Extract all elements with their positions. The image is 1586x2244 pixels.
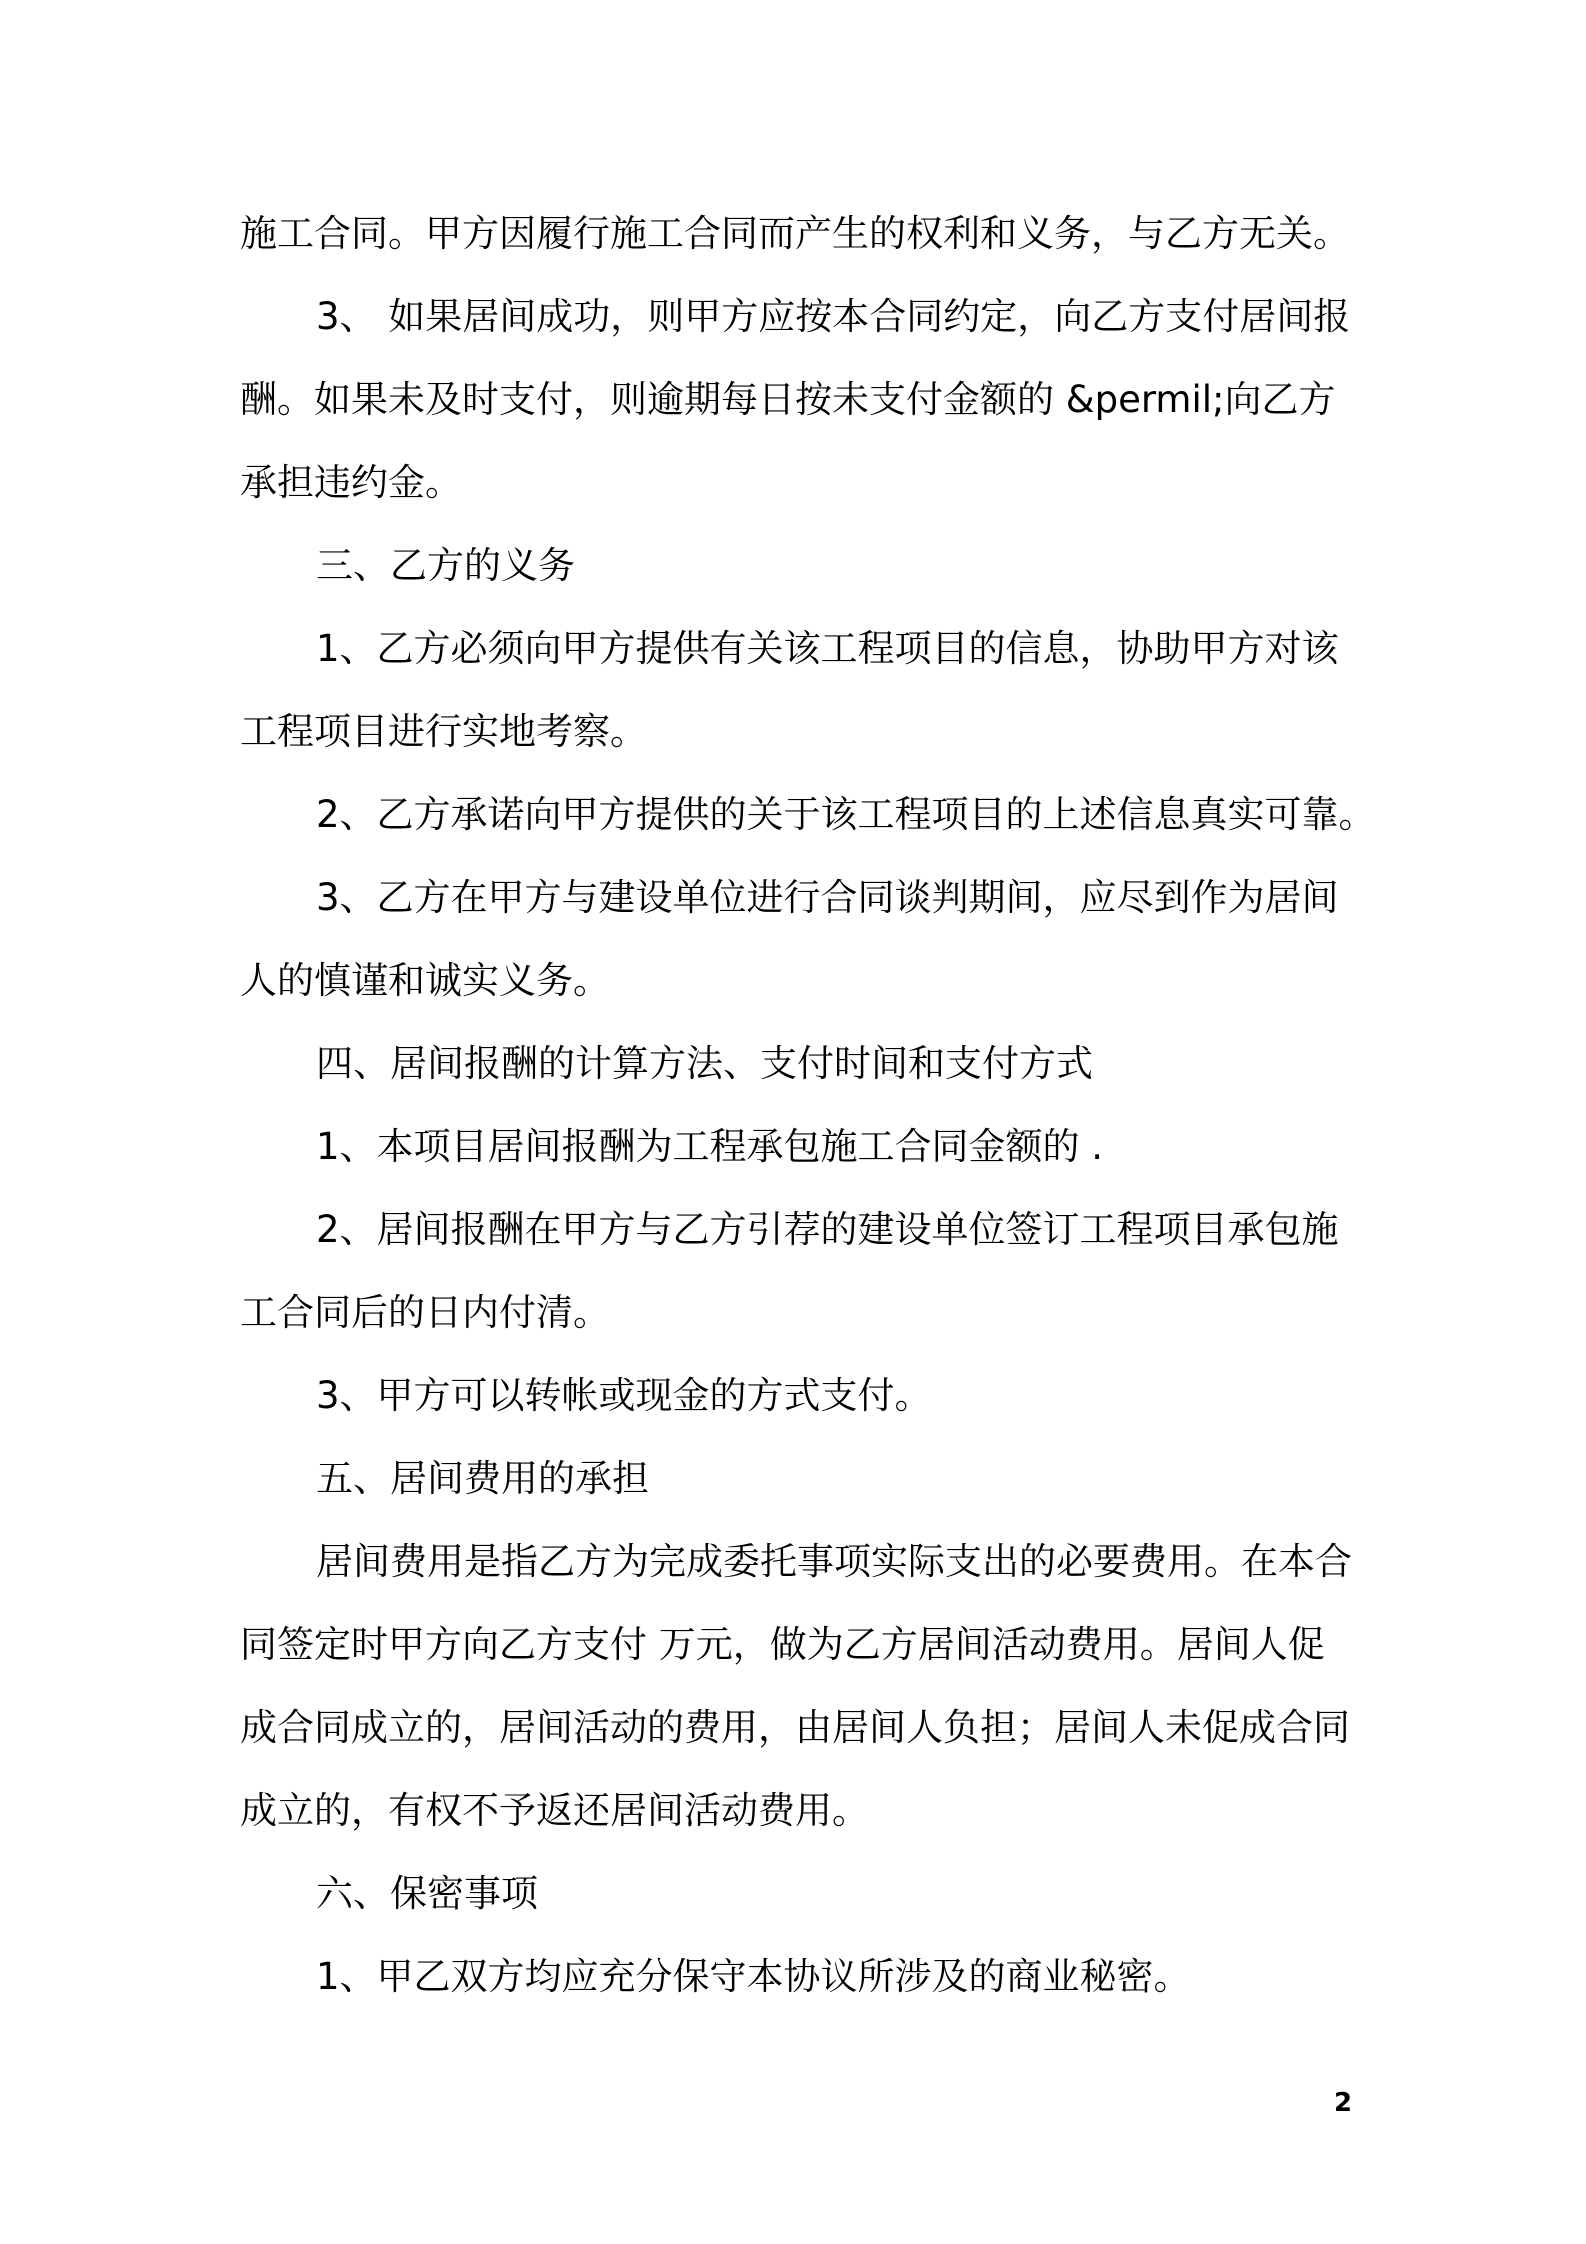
document-body xyxy=(240,192,1376,2018)
text-line: 成合同成立的，居间活动的费用，由居间人负担；居间人未促成合同 xyxy=(240,1706,1350,1749)
text-line: 同签定时甲方向乙方支付 万元，做为乙方居间活动费用。居间人促 xyxy=(240,1623,1325,1666)
text-line: 1、本项目居间报酬为工程承包施工合同金额的 . xyxy=(316,1125,1104,1168)
text-line: 施工合同。甲方因履行施工合同而产生的权利和义务，与乙方无关。 xyxy=(240,212,1350,255)
text-line: 成立的，有权不予返还居间活动费用。 xyxy=(240,1789,869,1832)
text-line: 1、乙方必须向甲方提供有关该工程项目的信息，协助甲方对该 xyxy=(316,627,1339,670)
section-heading: 三、乙方的义务 xyxy=(316,544,575,587)
text-line: 3、 如果居间成功，则甲方应按本合同约定，向乙方支付居间报 xyxy=(316,295,1351,338)
text-line: 居间费用是指乙方为完成委托事项实际支出的必要费用。在本合 xyxy=(316,1540,1352,1583)
text-line: 3、乙方在甲方与建设单位进行合同谈判期间，应尽到作为居间 xyxy=(316,876,1339,919)
section-heading: 五、居间费用的承担 xyxy=(316,1457,649,1500)
text-line: 人的慎谨和诚实义务。 xyxy=(240,959,610,1002)
section-heading: 四、居间报酬的计算方法、支付时间和支付方式 xyxy=(316,1042,1093,1085)
text-line: 2、居间报酬在甲方与乙方引荐的建设单位签订工程项目承包施 xyxy=(316,1208,1339,1251)
text-line: 承担违约金。 xyxy=(240,461,462,504)
section-heading: 六、保密事项 xyxy=(316,1872,538,1915)
text-line: 2、乙方承诺向甲方提供的关于该工程项目的上述信息真实可靠。 xyxy=(316,793,1376,836)
page-number: 2 xyxy=(1334,2088,1353,2118)
text-line: 3、甲方可以转帐或现金的方式支付。 xyxy=(316,1374,932,1417)
text-line: 工合同后的日内付清。 xyxy=(240,1291,610,1334)
text-line: 工程项目进行实地考察。 xyxy=(240,710,647,753)
text-line: 酬。如果未及时支付，则逾期每日按未支付金额的 &permil;向乙方 xyxy=(240,378,1336,421)
text-line: 1、甲乙双方均应充分保守本协议所涉及的商业秘密。 xyxy=(316,1955,1191,1998)
